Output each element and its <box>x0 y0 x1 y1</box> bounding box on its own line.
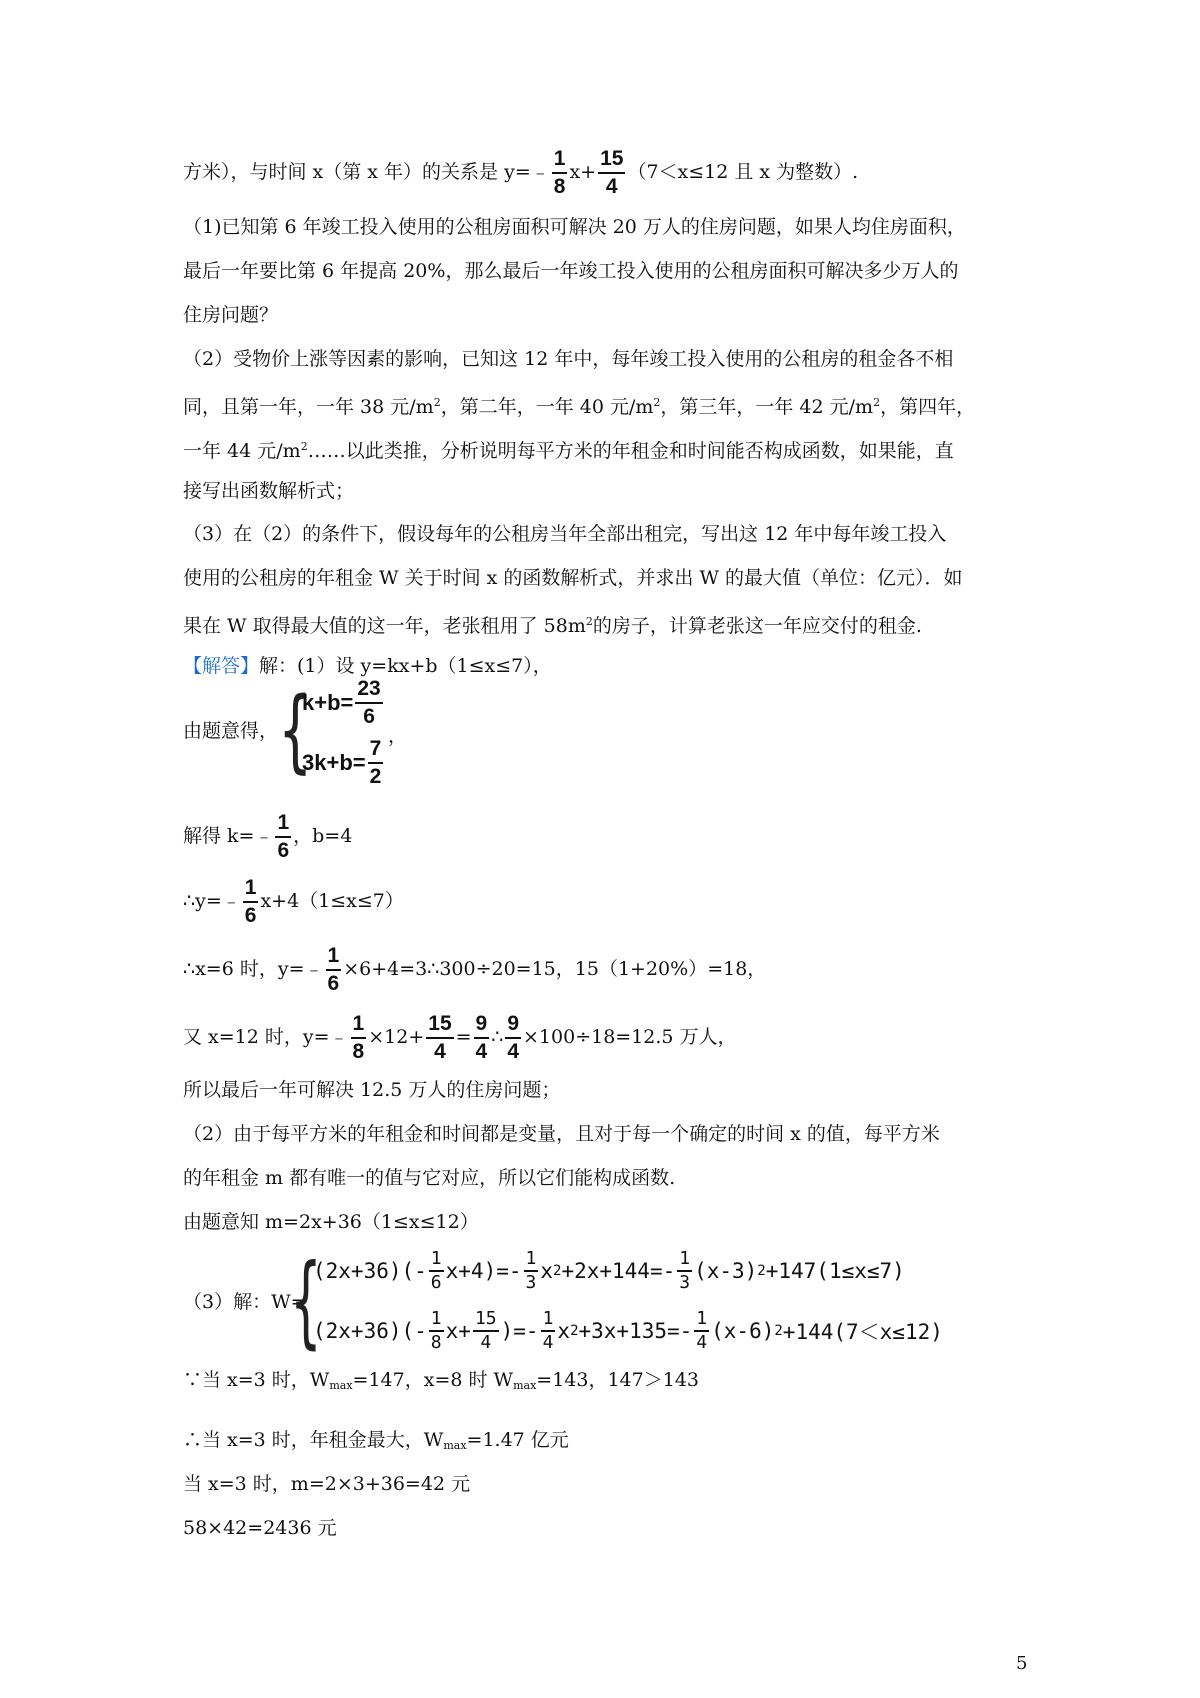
system-w-label: （3）解：W= <box>183 1291 307 1313</box>
answer-text: ×12+ <box>368 1026 425 1048</box>
fraction <box>552 148 568 198</box>
equation-text: x <box>540 1259 553 1283</box>
denominator: 4 <box>475 1040 488 1063</box>
q2-text: ，第三年，一年 42 元/m <box>660 396 874 418</box>
answer-part2-line-3: 由题意知 m=2x+36（1≤x≤12） <box>183 1211 479 1233</box>
left-brace-icon: { <box>278 678 313 783</box>
answer-text: =143，147＞143 <box>536 1369 699 1391</box>
answer-text: =1.47 亿元 <box>466 1429 569 1451</box>
denominator: 6 <box>244 904 257 927</box>
numerator: 1 <box>694 1310 709 1332</box>
answer-text: ∴ <box>491 1026 504 1048</box>
equation-text: +147(1≤x≤7) <box>765 1259 905 1283</box>
q1-line-1: （1)已知第 6 年竣工投入使用的公租房面积可解决 20 万人的住房问题，如果人均住房面积， <box>183 216 966 238</box>
q2-line-4: 接写出函数解析式； <box>183 480 355 502</box>
answer-text: ×6+4=3∴300÷20=15，15（1+20%）=18， <box>343 958 767 980</box>
numerator: 9 <box>474 1013 490 1039</box>
system1-comma: ， <box>388 725 408 747</box>
denominator: 4 <box>480 1332 492 1353</box>
answer-line-1 <box>183 652 552 680</box>
equation-text: (x-3) <box>694 1259 758 1283</box>
equation-text: +144(7＜x≤12) <box>782 1320 943 1344</box>
fraction <box>426 1013 453 1063</box>
answer-step-y <box>183 877 404 927</box>
intro-text-a: 方米），与时间 x（第 x 年）的关系是 y=﹣ <box>183 161 550 183</box>
answer-text: ∴当 x=3 时，年租金最大，W <box>183 1429 444 1451</box>
answer-max-result <box>183 1426 569 1460</box>
numerator: 23 <box>355 678 382 704</box>
fraction <box>275 812 291 862</box>
answer-text: 解：(1）设 y=kx+b（1≤x≤7）， <box>259 655 552 677</box>
intro-text-c: （7＜x≤12 且 x 为整数）. <box>627 161 859 183</box>
denominator: 6 <box>430 1272 442 1293</box>
system-w-row-1 <box>313 1250 905 1292</box>
system1-row-1 <box>302 678 385 728</box>
fraction <box>694 1310 709 1352</box>
answer-text: ∵当 x=3 时，W <box>183 1369 330 1391</box>
q3-line-3 <box>183 608 922 640</box>
equation-text: +3x+135=- <box>578 1319 693 1343</box>
fraction <box>677 1250 692 1292</box>
superscript: 2 <box>873 396 881 409</box>
numerator: 1 <box>677 1250 692 1272</box>
equation-text: x <box>557 1319 571 1343</box>
numerator: 15 <box>426 1013 453 1039</box>
denominator: 4 <box>434 1040 446 1063</box>
denominator: 8 <box>553 175 566 198</box>
answer-text: 又 x=12 时，y=﹣ <box>183 1026 349 1048</box>
answer-text: 解得 k=﹣ <box>183 825 274 847</box>
answer-text: ∴x=6 时，y=﹣ <box>183 958 324 980</box>
equation-text: )=- <box>500 1319 539 1343</box>
q2-text: ，第二年，一年 40 元/m <box>440 396 654 418</box>
numerator: 7 <box>368 738 384 764</box>
numerator: 15 <box>473 1310 499 1332</box>
q2-text: 一年 44 元/m <box>183 440 301 462</box>
superscript: 2 <box>433 396 441 409</box>
fraction <box>429 1250 444 1292</box>
denominator: 4 <box>696 1332 708 1353</box>
answer-step-x6 <box>183 945 766 995</box>
equation-text: x+ <box>445 1319 471 1343</box>
answer-step-k <box>183 812 352 862</box>
q2-line-2 <box>183 389 975 421</box>
q3-text: 的房子，计算老张这一年应交付的租金. <box>592 615 922 637</box>
numerator: 1 <box>552 148 568 174</box>
superscript: 2 <box>757 1263 766 1279</box>
denominator: 3 <box>525 1272 537 1293</box>
fraction <box>524 1250 539 1292</box>
equation-text: k+b= <box>302 690 354 715</box>
denominator: 3 <box>679 1272 691 1293</box>
fraction <box>429 1310 444 1352</box>
fraction <box>598 148 625 198</box>
answer-step-x12 <box>183 1013 737 1063</box>
numerator: 1 <box>326 945 342 971</box>
answer-m-value: 当 x=3 时，m=2×3+36=42 元 <box>183 1473 471 1495</box>
answer-text: ×100÷18=12.5 万人， <box>523 1026 737 1048</box>
superscript: 2 <box>585 615 593 628</box>
intro-text-b: x+ <box>569 161 597 183</box>
fraction <box>368 738 384 788</box>
denominator: 6 <box>363 705 375 728</box>
equation-text: +2x+144=- <box>561 1259 676 1283</box>
numerator: 1 <box>351 1013 367 1039</box>
superscript: 2 <box>570 1323 579 1339</box>
equation-text: 3k+b= <box>302 750 366 775</box>
denominator: 4 <box>605 175 618 198</box>
q2-line-1: （2）受物价上涨等因素的影响，已知这 12 年中，每年竣工投入使用的公租房的租金各不相 <box>183 348 954 370</box>
denominator: 8 <box>352 1040 365 1063</box>
denominator: 4 <box>542 1332 554 1353</box>
answer-tag: 【解答】 <box>183 655 260 677</box>
equation-text: (2x+36)(- <box>313 1319 427 1343</box>
system-w-row-2 <box>313 1310 943 1352</box>
q3-line-1: （3）在（2）的条件下，假设每年的公租房当年全部出租完，写出这 12 年中每年竣工投入 <box>183 523 947 545</box>
subscript: max <box>329 1379 353 1392</box>
q3-text: 果在 W 取得最大值的这一年，老张租用了 58m <box>183 615 586 637</box>
fraction <box>541 1310 556 1352</box>
fraction <box>473 1310 499 1352</box>
fraction <box>505 1013 521 1063</box>
q3-line-2: 使用的公租房的年租金 W 关于时间 x 的函数解析式，并求出 W 的最大值（单位：亿元）．如 <box>183 567 963 589</box>
answer-text: =147，x=8 时 W <box>352 1369 514 1391</box>
system1-label: 由题意得， <box>183 720 279 742</box>
page-number: 5 <box>1016 1653 1028 1674</box>
superscript: 2 <box>300 440 308 453</box>
subscript: max <box>443 1439 467 1452</box>
fraction <box>243 877 259 927</box>
superscript: 2 <box>774 1323 783 1339</box>
numerator: 9 <box>505 1013 521 1039</box>
equation-text: (2x+36)(- <box>313 1259 427 1283</box>
answer-text: ∴y=﹣ <box>183 890 241 912</box>
answer-part2-line-2: 的年租金 m 都有唯一的值与它对应，所以它们能构成函数. <box>183 1167 676 1189</box>
denominator: 6 <box>327 972 340 995</box>
numerator: 1 <box>243 877 259 903</box>
q1-line-2: 最后一年要比第 6 年提高 20%，那么最后一年竣工投入使用的公租房面积可解决多少万人的 <box>183 260 959 282</box>
answer-max-compare <box>183 1366 699 1400</box>
fraction <box>355 678 382 728</box>
equation-text: (x-6) <box>711 1319 775 1343</box>
numerator: 1 <box>275 812 291 838</box>
q2-text: 同，且第一年，一年 38 元/m <box>183 396 434 418</box>
superscript: 2 <box>653 396 661 409</box>
denominator: 8 <box>430 1332 442 1353</box>
answer-step-conclusion-1: 所以最后一年可解决 12.5 万人的住房问题； <box>183 1079 561 1101</box>
q2-text: ，第四年， <box>880 396 976 418</box>
denominator: 2 <box>369 765 382 788</box>
superscript: 2 <box>553 1263 562 1279</box>
system1-row-2 <box>302 738 385 788</box>
numerator: 1 <box>524 1250 539 1272</box>
q2-line-3 <box>183 433 954 465</box>
intro-line <box>183 148 858 198</box>
numerator: 15 <box>598 148 625 174</box>
answer-text: ，b=4 <box>293 825 353 847</box>
denominator: 6 <box>277 839 290 862</box>
answer-text: x+4（1≤x≤7） <box>260 890 404 912</box>
numerator: 1 <box>541 1310 556 1332</box>
subscript: max <box>513 1379 537 1392</box>
fraction <box>351 1013 367 1063</box>
q1-line-3: 住房问题？ <box>183 304 279 326</box>
denominator: 4 <box>507 1040 520 1063</box>
q2-text: ……以此类推，分析说明每平方米的年租金和时间能否构成函数，如果能，直 <box>307 440 954 462</box>
fraction <box>474 1013 490 1063</box>
numerator: 1 <box>429 1250 444 1272</box>
answer-rent-total: 58×42=2436 元 <box>183 1517 337 1539</box>
answer-part2-line-1: （2）由于每平方米的年租金和时间都是变量，且对于每一个确定的时间 x 的值，每平方米 <box>183 1123 940 1145</box>
numerator: 1 <box>429 1310 444 1332</box>
fraction <box>326 945 342 995</box>
answer-text: = <box>455 1026 472 1048</box>
equation-text: x+4)=- <box>445 1259 522 1283</box>
left-brace-icon: { <box>290 1242 322 1359</box>
